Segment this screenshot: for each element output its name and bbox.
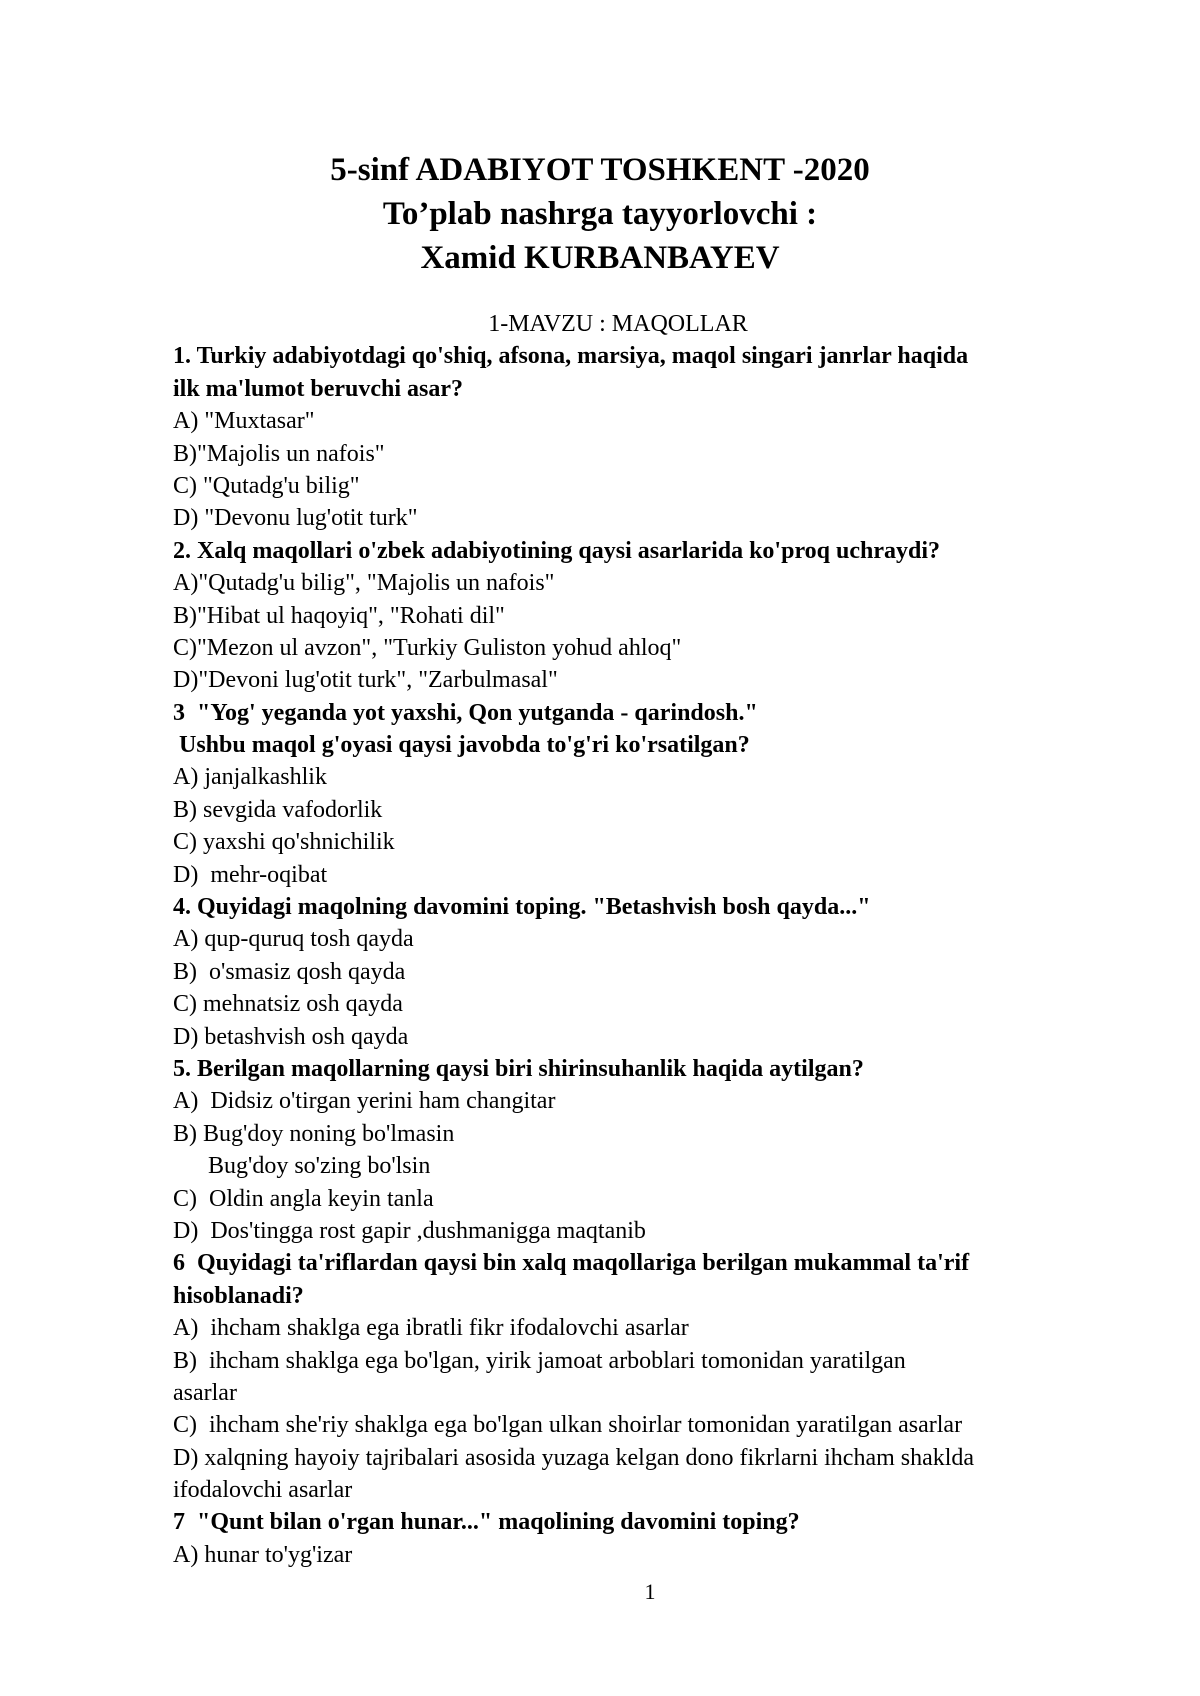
title-block — [0, 148, 1200, 280]
answer-option: D) Dos'tingga rost gapir ,dushmanigga maqtanib — [173, 1217, 646, 1244]
answer-option: B) sevgida vafodorlik — [173, 796, 383, 823]
answer-option: B)"Hibat ul haqoyiq", "Rohati dil" — [173, 602, 505, 629]
answer-option: A) hunar to'yg'izar — [173, 1541, 353, 1568]
answer-option: C) Oldin angla keyin tanla — [173, 1185, 434, 1212]
answer-option: C) "Qutadg'u bilig" — [173, 472, 360, 499]
answer-option: A) "Muxtasar" — [173, 408, 315, 435]
document-title: 5-sinf ADABIYOT TOSHKENT -2020 — [330, 152, 870, 188]
question-text: ilk ma'lumot beruvchi asar? — [173, 375, 464, 402]
question-5 — [173, 1053, 1133, 1247]
answer-option: C) ihcham she'riy shaklga ega bo'lgan ulkan shoirlar tomonidan yaratilgan asarlar — [173, 1412, 963, 1439]
author-name: Xamid KURBANBAYEV — [420, 240, 780, 276]
question-text: 4. Quyidagi maqolning davomini toping. "Betashvish bosh qayda..." — [173, 894, 871, 921]
section-title: 1-MAVZU : MAQOLLAR — [488, 311, 748, 337]
question-text: hisoblanadi? — [173, 1282, 304, 1309]
compiler-label: To’plab nashrga tayyorlovchi : — [382, 196, 818, 232]
answer-option: A)"Qutadg'u bilig", "Majolis un nafois" — [173, 570, 555, 597]
answer-option: D) betashvish osh qayda — [173, 1023, 409, 1050]
question-text: 3 "Yog' yeganda yot yaxshi, Qon yutganda - qarindosh." — [173, 699, 758, 726]
answer-option: C)"Mezon ul avzon", "Turkiy Guliston yohud ahloq" — [173, 634, 682, 661]
question-text: 7 "Qunt bilan o'rgan hunar..." maqolining davomini toping? — [173, 1509, 800, 1536]
answer-option: B)"Majolis un nafois" — [173, 440, 385, 467]
answer-option: D)"Devoni lug'otit turk", "Zarbulmasal" — [173, 667, 558, 694]
question-text: 6 Quyidagi ta'riflardan qaysi bin xalq maqollariga berilgan mukammal ta'rif — [173, 1250, 970, 1277]
answer-option: B) Bug'doy noning bo'lmasin — [173, 1120, 455, 1147]
answer-option: B) ihcham shaklga ega bo'lgan, yirik jamoat arboblari tomonidan yaratilgan — [173, 1347, 906, 1374]
answer-option: C) yaxshi qo'shnichilik — [173, 829, 395, 856]
answer-option: A) qup-quruq tosh qayda — [173, 926, 414, 953]
answer-option-continuation: asarlar — [173, 1379, 237, 1406]
question-3 — [173, 697, 1133, 891]
answer-option: C) mehnatsiz osh qayda — [173, 991, 403, 1018]
question-6 — [173, 1247, 1133, 1506]
question-4 — [173, 891, 1133, 1053]
answer-option: D) mehr-oqibat — [173, 861, 328, 888]
question-text: 5. Berilgan maqollarning qaysi biri shirinsuhanlik haqida aytilgan? — [173, 1055, 864, 1082]
question-1 — [173, 340, 1133, 534]
answer-option: A) ihcham shaklga ega ibratli fikr ifodalovchi asarlar — [173, 1315, 689, 1342]
answer-option: D) xalqning hayoiy tajribalari asosida yuzaga kelgan dono fikrlarni ihcham shaklda — [173, 1444, 975, 1471]
answer-option: A) Didsiz o'tirgan yerini ham changitar — [173, 1088, 556, 1115]
question-text: 1. Turkiy adabiyotdagi qo'shiq, afsona, marsiya, maqol singari janrlar haqida — [173, 343, 969, 370]
question-7 — [173, 1506, 1133, 1571]
answer-option-continuation: ifodalovchi asarlar — [173, 1477, 353, 1504]
answer-option: D) "Devonu lug'otit turk" — [173, 505, 418, 532]
question-text: 2. Xalq maqollari o'zbek adabiyotining qaysi asarlarida ko'proq uchraydi? — [173, 537, 941, 564]
question-2 — [173, 535, 1133, 697]
question-text: Ushbu maqol g'oyasi qaysi javobda to'g'ri ko'rsatilgan? — [173, 732, 750, 759]
answer-option: B) o'smasiz qosh qayda — [173, 958, 406, 985]
content-body — [173, 308, 1133, 1571]
page-number: 1 — [644, 1579, 656, 1604]
answer-option-continuation: Bug'doy so'zing bo'lsin — [208, 1153, 431, 1180]
answer-option: A) janjalkashlik — [173, 764, 327, 791]
